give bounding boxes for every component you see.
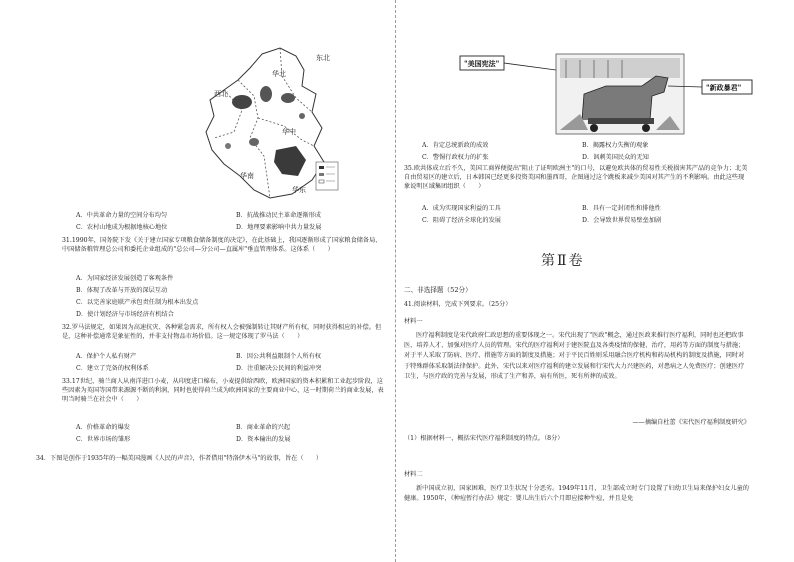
q33-option-c: C．世界市场的雏形	[76, 436, 131, 443]
trojan-horse-cartoon	[456, 50, 756, 136]
q34-option-d: D．讽刺美国民众的无知	[582, 154, 649, 161]
q41-subquestion-1: （1）根据材料一，概括宋代医疗福利制度的特点。（8分）	[404, 435, 564, 442]
q30-option-d: D．地理要素影响中共力量发展	[236, 224, 322, 231]
material-two-label: 材料二	[404, 471, 423, 478]
map-label-northeast: 东北	[316, 54, 330, 62]
q30-option-a: A．中共革命力量的空间分布均匀	[76, 212, 168, 219]
q31-option-b: B．体现了改革与开放的深层互动	[76, 287, 168, 294]
q32-option-b: B．因公共利益限制个人所有权	[236, 353, 321, 360]
cartoon-label-new-deal-tyrant: "新政暴君"	[706, 83, 742, 92]
material-one-source: ——摘编自杜蕾《宋代医疗福利制度研究》	[632, 419, 750, 426]
map-label-northwest: 西北	[214, 90, 228, 98]
q34-option-b: B．揭露权力失衡的观象	[582, 142, 649, 149]
map-label-central: 华中	[282, 128, 296, 136]
q34-option-c: C．警惕行政权力的扩张	[422, 154, 489, 161]
q33-option-a: A．价格革命的爆发	[76, 424, 130, 431]
q35-stem: 35.欧共体成立后不久，美国工商界便提出"阻止了证明欧洲主"的口号，以避免欧共体的贸易性关税损害其产品的竞争力；北美自由贸易区的建立后，日本韩国已经更多投资美国和墨西哥，企图通过这个跳板来减少美国对其产生的不利影响。由此这些现象说明区域集团组织（ ）	[404, 165, 748, 191]
map-label-north: 华北	[272, 70, 286, 78]
q31-stem: 31.1990年，国务院下发《关于建立国家专项粮食储备制度的决定》，在此基础上，我国逐渐形成了国家粮食储备局、中国储备粮管理总公司和委托企业组成的"总公司—分公司—直属库"垂直管理体系。这体系（ ）	[62, 237, 382, 254]
q32-stem: 32.罗马法规定，如果因为高速抗灾、各种紧急需求，所有权人会被强制转让其财产所有权，同时获得相应的补偿。但是，这种补偿通常是象征性的，并非支付物品市场价值。这一规定体现了罗马法（ ）	[62, 324, 382, 341]
q34-option-a: A．肯定总统新政的成效	[422, 142, 489, 149]
q33-stem: 33.17世纪，骑兰商人从南洋进口小麦，从印度进口棉布，小麦提供给西欧，欧洲国家的资本积累和工业起步阶段，这些因素为英国等国带来源源不断的利润，同时也使得荷兰成为欧洲国家的主要商业中心，这一时期荷兰的商业发展，表明当时骑兰在社会中（ ）	[62, 378, 384, 404]
q35-option-c: C．阻碍了经济全球化的发展	[422, 217, 501, 224]
q35-option-d: D．会导致世界贸易壁垒加剧	[582, 217, 662, 224]
q32-option-d: D．注重解决公民间的利益冲突	[236, 365, 322, 372]
cartoon-label-constitution: "美国宪法"	[464, 59, 500, 68]
q32-option-c: C．建立了完备的权利体系	[76, 365, 149, 372]
q30-option-c: C．农村山地成为根据地核心地位	[76, 224, 168, 231]
part-two-heading: 二、非选择题（52分）	[404, 286, 472, 294]
material-one-label: 材料一	[404, 318, 423, 325]
q31-option-c: C．以完善家庭联产承包责任制为根本出发点	[76, 299, 199, 306]
q31-option-d: D．使计划经济与市场经济有机结合	[76, 311, 174, 318]
china-region-map	[184, 46, 342, 204]
material-one-text: 医疗福利制度是宋代政府仁政思想的重要体现之一。宋代出现了"医政"概念，通过医政来推行医疗福利，同时也还把政事医、培养人才、加强对医疗人员的管理。宋代的医疗福利对于建医院直及各类疫情的保健、治疗，用药等方面的制度与措施；对于平人采取了防病、医疗、措施等方面的制度及措施；对于平民百姓则采用融合医疗机构和药局机构的制度及措施，同时对于特殊群体采取制法律保护。此外，宋代以来对医疗福利的建立发展和行宋代大力兴建医药，对患病之人免费医疗；创建医疗卫生，与医疗政的完善与发展，形成了生产和养，病有所医，死有所葬的成效。	[404, 332, 745, 380]
q33-option-b: B．商业革命的兴起	[236, 424, 291, 431]
q31-option-a: A．为国家经济发展创造了客观条件	[76, 275, 174, 282]
q35-option-a: A．成为实现国家利益的工具	[422, 205, 501, 212]
q33-option-d: D．资本输出的发展	[236, 436, 291, 443]
map-label-east: 华东	[292, 186, 306, 194]
q32-option-a: A．保护个人私有财产	[76, 353, 137, 360]
material-two-text: 新中国成立初，国家困难，医疗卫生状况十分恶劣。1949年11月，卫生部成立时专门设置了妇幼卫生局来保护妇女儿童的健康。1950年，《种痘暂行办法》规定：婴儿出生后六个月即应接种牛痘，并且是免	[404, 485, 749, 503]
q35-option-b: B．具有一定封闭性和排他性	[582, 205, 661, 212]
left-column	[36, 0, 387, 562]
column-divider	[395, 0, 396, 562]
q41-instruction: 41.阅读材料，完成下列要求。（25分）	[404, 301, 512, 308]
map-label-south: 华南	[240, 172, 254, 180]
part-two-title: 第Ⅱ卷	[541, 253, 585, 269]
right-column	[404, 0, 750, 562]
q30-option-b: B．抗战推动民主革命逐渐形成	[236, 212, 321, 219]
q34-stem: 34．下图是创作于1935年的一幅美国漫画《人民的声音》，作者借用"特洛伊木马"的故事，旨在（ ）	[36, 455, 323, 462]
